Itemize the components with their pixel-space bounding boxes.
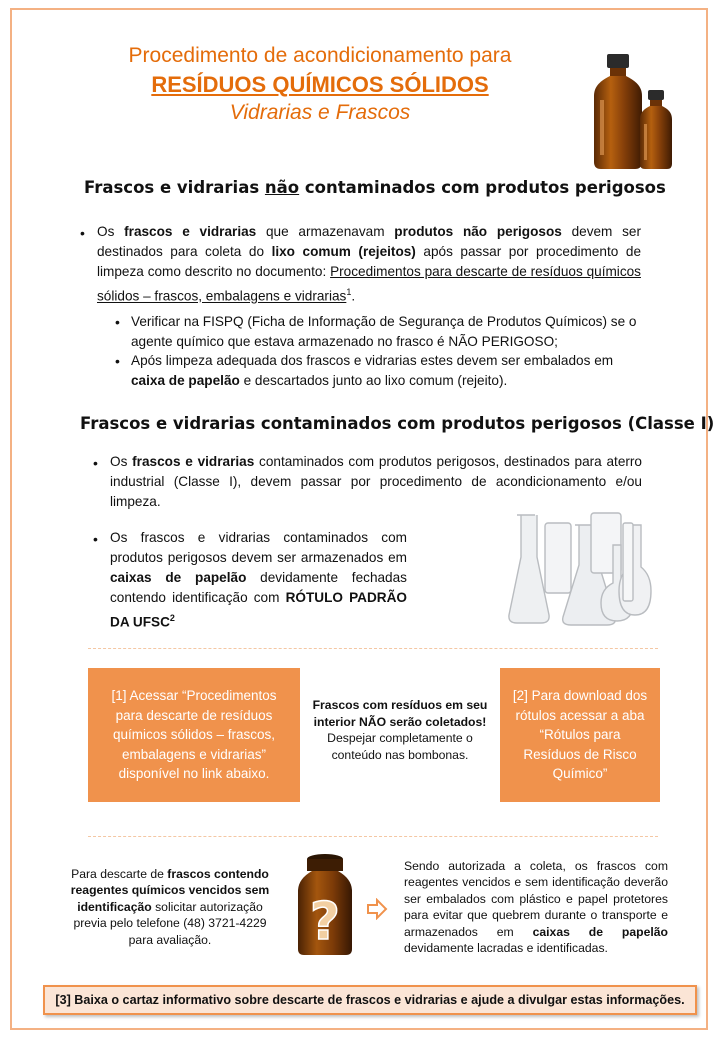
poster-download-text: [3] Baixa o cartaz informativo sobre descarte de frascos e vidrarias e ajude a divulgar estas informações. [55, 993, 685, 1007]
section2-paragraph1: Os frascos e vidrarias contaminados com produtos perigosos, destinados para aterro industrial (Classe I), devem passar por procedimento de acondicionamento e/ou limpeza. [110, 454, 642, 509]
title-line2: RESÍDUOS QUÍMICOS SÓLIDOS [151, 72, 489, 97]
procedures-link[interactable]: Procedimentos para descarte de resíduos químicos sólidos – frascos, embalagens e vidrarias [97, 264, 641, 304]
warning-note [312, 697, 488, 763]
bullet-s2-p2: • [93, 531, 98, 547]
amber-bottles-image [580, 52, 690, 172]
info-box-labels[interactable] [500, 668, 660, 802]
title-line1: Procedimento de acondicionamento para [128, 44, 512, 67]
info-box-procedures[interactable] [88, 668, 300, 802]
arrow-right-icon [366, 898, 388, 920]
bullet-s2-p1: • [93, 455, 98, 471]
section1-sub1: Verificar na FISPQ (Ficha de Informação de Segurança de Produtos Químicos) se o agente químico que estava armazenado no frasco é NÃO PERIGOSO; [131, 314, 637, 349]
warning-note-text: Despejar completamente o conteúdo nas bombonas. [327, 731, 473, 762]
bullet-s1-sub2: • [115, 353, 120, 369]
bullet-s1-sub1: • [115, 314, 120, 330]
poster-download-banner[interactable] [43, 985, 697, 1015]
glassware-image [505, 505, 655, 635]
divider-bottom [88, 836, 658, 837]
section2-heading: Frascos e vidrarias contaminados com produtos perigosos (Classe I) [80, 414, 715, 433]
section1-sub2: Após limpeza adequada dos frascos e vidrarias estes devem ser embalados em caixa de papelão e descartados junto ao lixo comum (rejeito). [131, 353, 614, 388]
svg-text:?: ? [309, 892, 341, 952]
section1-paragraph: Os frascos e vidrarias que armazenavam produtos não perigosos devem ser destinados para coleta do lixo comum (rejeitos) após passar por procedimento de limpeza como descrito no documento: Procedimentos para descarte de resíduos químicos sólidos – frascos, embalagens e vidrarias$^1$. [97, 224, 642, 304]
bullet-s1-p1: • [80, 225, 85, 241]
question-bottle-image [290, 853, 360, 957]
authorized-collection-note: Sendo autorizada a coleta, os frascos com reagentes vencidos e sem identificação deverão ser embalados com plástico e papel protetores para evitar que quebrem durante o transporte e armazenados em caixas de papelão devidamente lacradas e identificadas. [404, 859, 668, 956]
info-box-labels-text: [2] Para download dos rótulos acessar a aba “Rótulos para Resíduos de Risco Químico” [512, 688, 648, 782]
warning-note-bold: Frascos com resíduos em seu interior NÃO serão coletados! [312, 698, 488, 729]
section2-paragraph2: Os frascos e vidrarias contaminados com produtos perigosos devem ser armazenados em caixas de papelão devidamente fechadas contendo identificação com RÓTULO PADRÃO DA UFSC$^2$ [110, 530, 407, 630]
info-box-procedures-text: [1] Acessar “Procedimentos para descarte de resíduos químicos sólidos – frascos, embalagens e vidrarias” disponível no link abaixo. [111, 688, 277, 782]
expired-reagents-note: Para descarte de frascos contendo reagentes químicos vencidos sem identificação solicitar autorização previa pelo telefone (48) 3721-4229 para avaliação. [70, 867, 270, 947]
title-line3: Vidrarias e Frascos [229, 101, 411, 124]
divider-top [88, 648, 658, 649]
section1-heading: Frascos e vidrarias não contaminados com produtos perigosos [84, 178, 666, 197]
